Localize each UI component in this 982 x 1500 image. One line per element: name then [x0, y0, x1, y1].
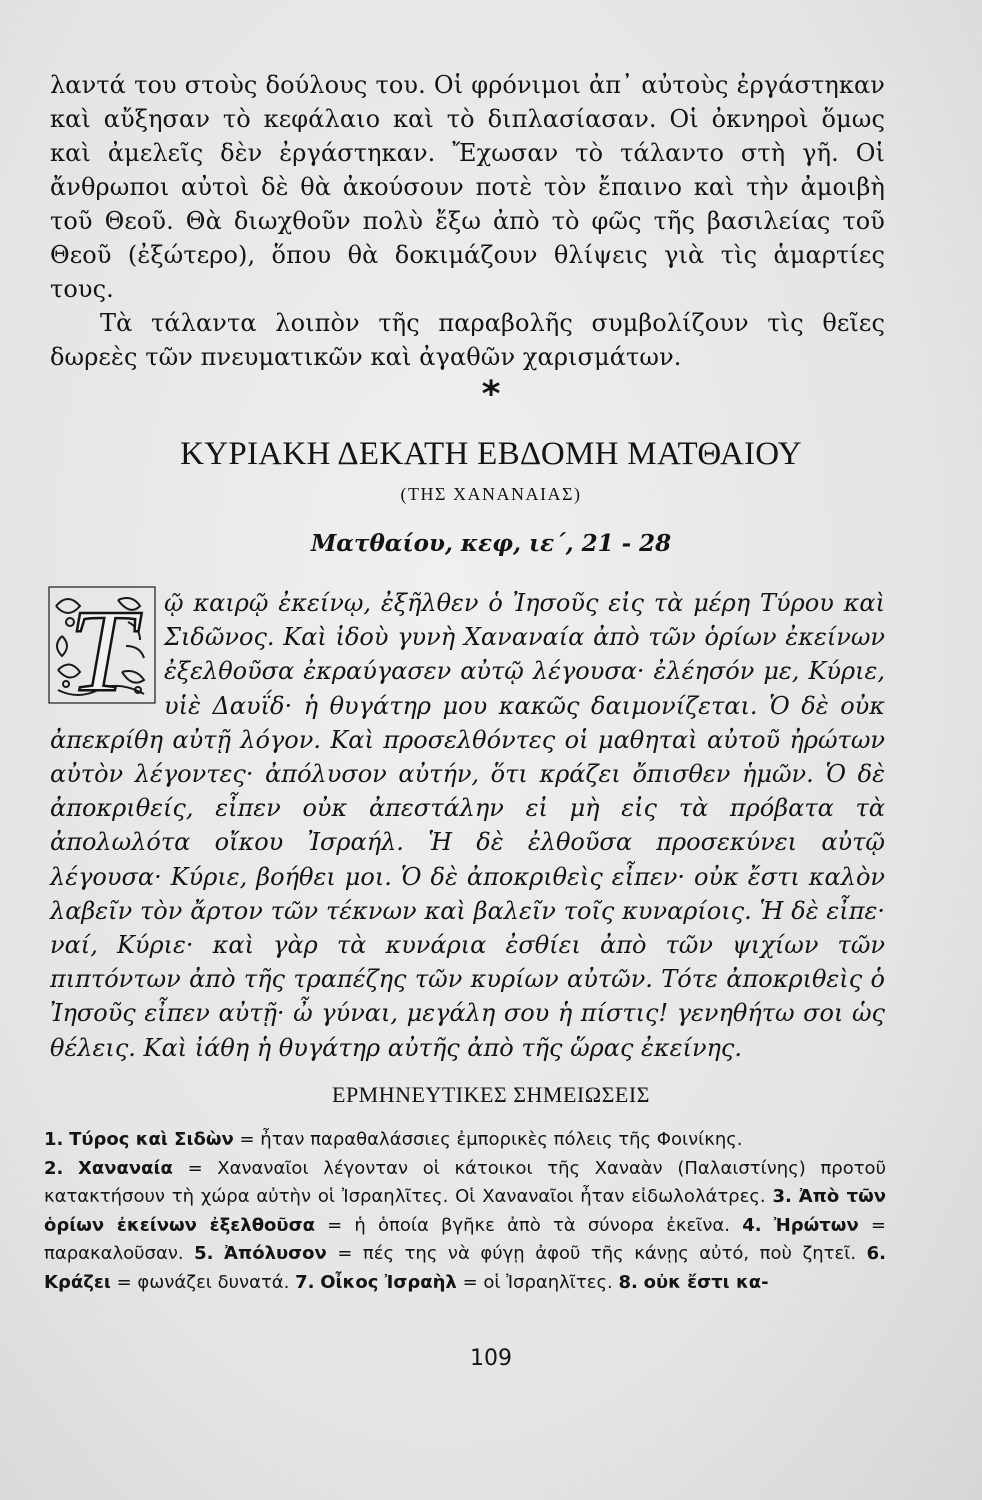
- note-number: 3.: [772, 1186, 792, 1207]
- note-term: Ἀπὸ τῶν ὁρίων ἐκείνων ἐξελθοῦσα: [44, 1186, 887, 1236]
- note-item: [618, 1272, 768, 1293]
- note-number: 8.: [618, 1271, 638, 1293]
- continuation-text: [50, 68, 885, 374]
- note-item: [295, 1272, 613, 1293]
- gospel-reading: [50, 586, 885, 1065]
- note-definition: = πές της νὰ φύγῃ ἀφοῦ τῆς κάνῃς αὐτό, ποὺ ζητεῖ.: [337, 1243, 857, 1264]
- ornamental-drop-cap: [48, 586, 156, 704]
- note-definition: = ἡ ὁποία βγῆκε ἀπὸ τὰ σύνορα ἐκεῖνα.: [327, 1214, 731, 1236]
- continuation-paragraph-1: λαντά του στοὺς δούλους του. Οἱ φρόνιμοι ἀπ᾿ αὐτοὺς ἐργάστηκαν καὶ αὔξησαν τὸ κεφάλαιο καὶ τὸ διπλασίασαν. Οἱ ὀκνηροὶ ὅμως καὶ ἀμελεῖς δὲν ἐργάστηκαν. Ἔχωσαν τὸ τάλαντο στὴ γῆ. Οἱ ἄνθρωποι αὐτοὶ δὲ θὰ ἀκούσουν ποτὲ τὸν ἔπαινο καὶ τὴν ἀμοιβὴ τοῦ Θεοῦ. Θὰ διωχθοῦν πολὺ ἔξω ἀπὸ τὸ φῶς τῆς βασιλείας τοῦ Θεοῦ (ἐξώτερο), ὅπου θὰ δοκιμάζουν θλίψεις γιὰ τὶς ἁμαρτίες τους.: [50, 71, 885, 303]
- note-term: Τύρος καὶ Σιδὼν: [69, 1129, 234, 1150]
- notes-title: ΕΡΜΗΝΕΥΤΙΚΕΣ ΣΗΜΕΙΩΣΕΙΣ: [332, 1082, 650, 1107]
- note-number: 6.: [866, 1243, 886, 1264]
- note-definition: = φωνάζει δυνατά.: [116, 1271, 290, 1293]
- section-subtitle: (ΤΗΣ ΧΑΝΑΝΑΙΑΣ): [400, 484, 582, 504]
- note-number: 7.: [295, 1271, 315, 1293]
- gospel-text: ῷ καιρῷ ἐκείνῳ, ἐξῆλθεν ὁ Ἰησοῦς εἰς τὰ μέρη Τύρου καὶ Σιδῶνος. Καὶ ἰδοὺ γυνὴ Χαναναία ἀπὸ τῶν ὁρίων ἐκείνων ἐξελθοῦσα ἐκραύγασεν αὐτῷ λέγουσα· ἐλέησόν με, Κύριε, υἱὲ Δαυΐδ· ἡ θυγάτηρ μου κακῶς δαιμονίζεται. Ὁ δὲ οὐκ ἀπεκρίθη αὐτῇ λόγον. Καὶ προσελθόντες οἱ μαθηταὶ αὐτοῦ ἠρώτων αὐτὸν λέγοντες· ἀπόλυσον αὐτήν, ὅτι κράζει ὄπισθεν ἡμῶν. Ὁ δὲ ἀποκριθείς, εἶπεν οὐκ ἀπεστάλην εἰ μὴ εἰς τὰ πρόβατα τὰ ἀπολωλότα οἴκου Ἰσραήλ. Ἡ δὲ ἐλθοῦσα προσεκύνει αὐτῷ λέγουσα· Κύριε, βοήθει μοι. Ὁ δὲ ἀποκριθεὶς εἶπεν· οὐκ ἔστι καλὸν λαβεῖν τὸν ἄρτον τῶν τέκνων καὶ βαλεῖν τοῖς κυναρίοις. Ἡ δὲ εἶπε· ναί, Κύριε· καὶ γὰρ τὰ κυνάρια ἐσθίει ἀπὸ τῶν ψιχίων τῶν πιπτόντων ἀπὸ τῆς τραπέζης τῶν κυρίων αὐτῶν. Τότε ἀποκριθεὶς ὁ Ἰησοῦς εἶπεν αὐτῇ· ὦ γύναι, μεγάλη σου ἡ πίστις! γενηθήτω σοι ὡς θέλεις. Καὶ ἰάθη ἡ θυγάτηρ αὐτῆς ἀπὸ τῆς ὥρας ἐκείνης.: [50, 589, 885, 1062]
- note-item: [44, 1129, 743, 1150]
- note-definition: = παρακαλοῦσαν.: [44, 1214, 886, 1264]
- section-title: ΚΥΡΙΑΚΗ ΔΕΚΑΤΗ ΕΒΔΟΜΗ ΜΑΤΘΑΙΟΥ: [180, 436, 802, 472]
- note-item: [194, 1243, 856, 1264]
- drop-cap-ornament-icon: [48, 586, 156, 704]
- continuation-paragraph-2: Τὰ τάλαντα λοιπὸν τῆς παραβολῆς συμβολίζουν τὶς θεῖες δωρεὲς τῶν πνευματικῶν καὶ ἀγαθῶν χαρισμάτων.: [50, 309, 885, 371]
- note-term: Ἀπόλυσον: [224, 1243, 327, 1264]
- page-number: 109: [470, 1346, 512, 1371]
- scripture-reference: Ματθαίου, κεφ, ιε΄, 21 - 28: [310, 530, 672, 557]
- note-definition: = Χαναναῖοι λέγονταν οἱ κάτοικοι τῆς Χαναὰν (Παλαιστίνης) προτοῦ κατακτήσουν τὴ χώρα αὐτὴν οἱ Ἰσραηλῖτες. Οἱ Χαναναῖοι ἦταν εἰδωλολάτρες.: [44, 1157, 886, 1207]
- note-term: Χαναναία: [78, 1157, 173, 1179]
- explanatory-notes: [44, 1126, 886, 1297]
- section-separator: *: [481, 374, 501, 415]
- note-definition: = οἱ Ἰσραηλῖτες.: [462, 1271, 613, 1293]
- drop-cap-letter: Τ: [69, 586, 135, 704]
- note-term: Οἶκος Ἰσραὴλ: [320, 1271, 457, 1293]
- note-number: 4.: [742, 1214, 762, 1236]
- note-term: οὐκ ἔστι κα-: [643, 1271, 769, 1293]
- note-term: Ἠρώτων: [773, 1214, 859, 1236]
- note-item: [44, 1158, 886, 1208]
- note-definition: = ἦταν παραθαλάσσιες ἐμπορικὲς πόλεις τῆς Φοινίκης.: [239, 1129, 743, 1150]
- note-number: 2.: [44, 1157, 64, 1179]
- note-number: 5.: [194, 1243, 214, 1264]
- note-number: 1.: [44, 1129, 64, 1150]
- note-term: Κράζει: [44, 1271, 111, 1293]
